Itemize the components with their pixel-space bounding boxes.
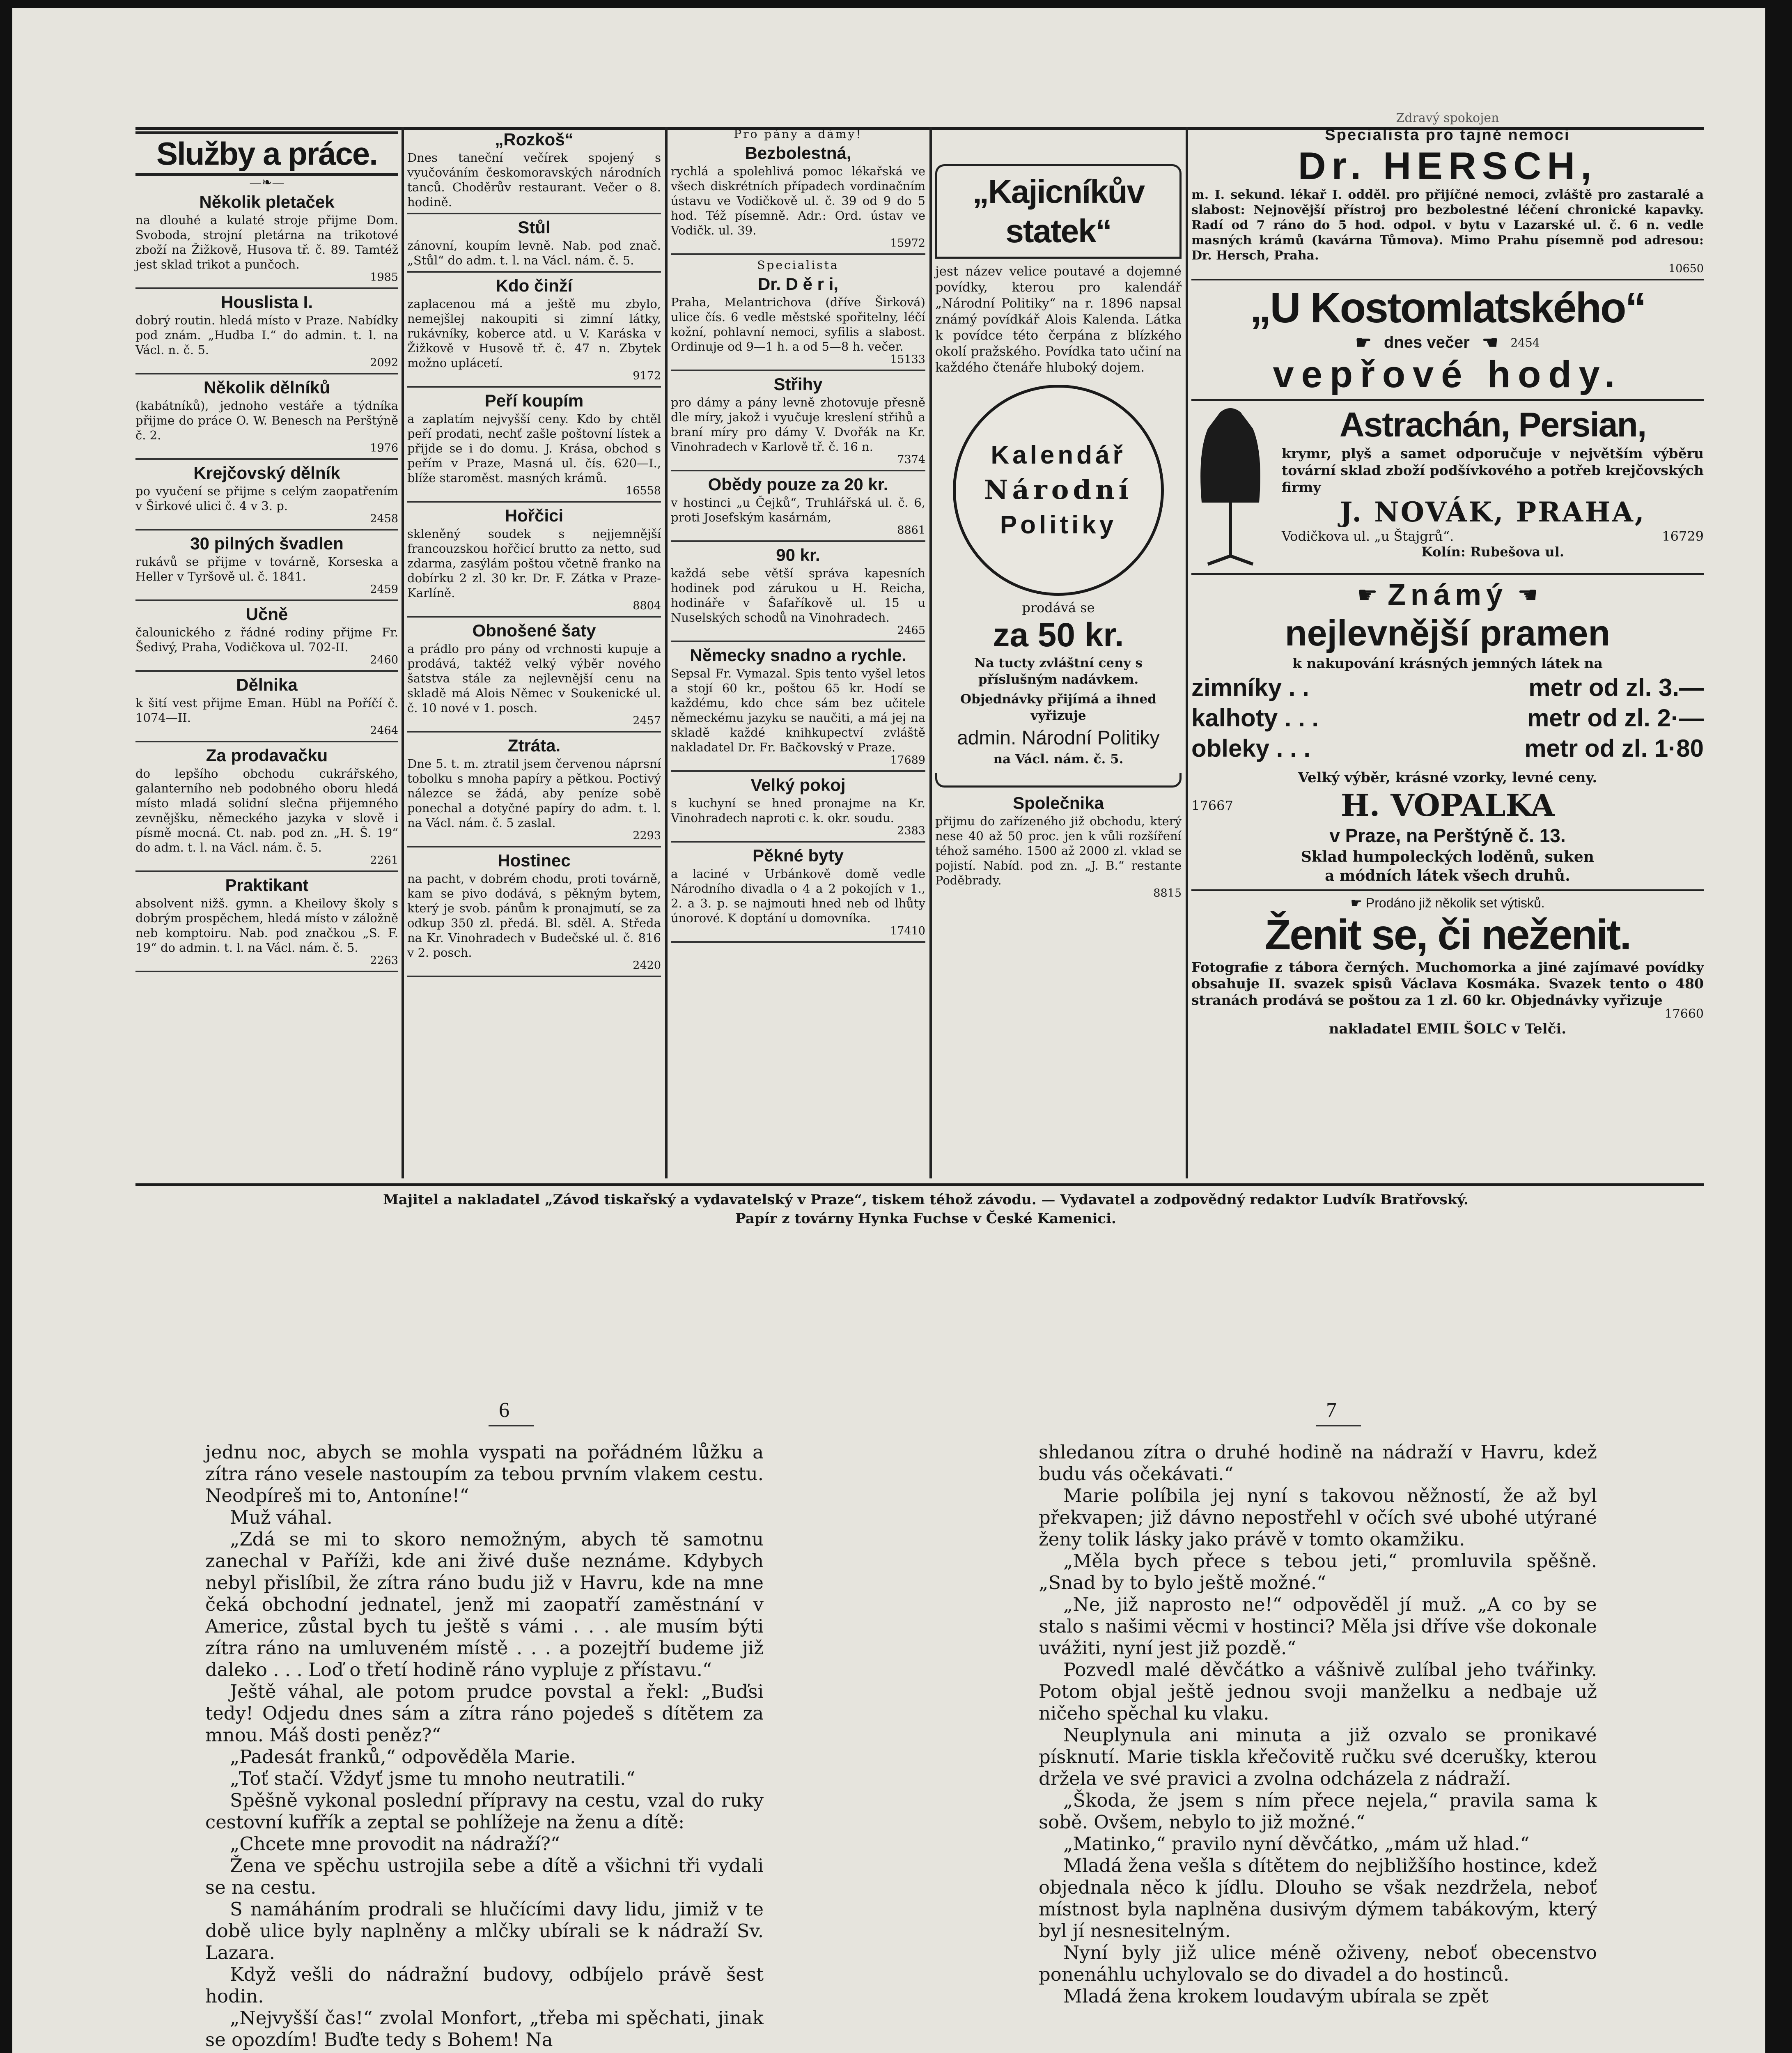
- story-paragraph: Ještě váhal, ale potom prudce povstal a řekl: „Buďsi tedy! Odjedu dnes sám a zítra ráno pojedeš s dítětem za mnou. Máš dosti peněz?“: [205, 1681, 764, 1746]
- ad-text: k šití vest přijme Eman. Hübl na Poříčí č. 1074—II.: [135, 696, 398, 725]
- ad-number: 2464: [370, 724, 398, 737]
- ad-separator: [407, 616, 661, 618]
- ad-number: 16558: [626, 485, 661, 497]
- specialist-line: Specialista pro tajné nemoci: [1325, 126, 1570, 144]
- ad-separator: [671, 941, 925, 943]
- pork-feast: vepřové hody.: [1273, 354, 1622, 395]
- marry-publisher: nakladatel EMIL ŠOLC v Telči.: [1329, 1021, 1567, 1037]
- novak-address: Vodičkova ul. „u Štajgrů“.: [1282, 528, 1454, 544]
- ad-heading: Praktikant: [225, 875, 309, 895]
- ad-text: Sepsal Fr. Vymazal. Spis tento vyšel letos a stojí 60 kr., poštou 65 kr. Hodí se každému, kdo chce sám bez učitele německému jazyku se naučiti, a má jej na skladě každé knihkupectví zvláště nakladatel Dr. Fr. Bačkovský v Praze.: [671, 666, 925, 754]
- ad-number: 15133: [890, 353, 925, 366]
- ad-text: Praha, Melantrichova (dříve Širková) ulice čís. 6 vedle městské spořitelny, léčí kožní, pohlavní nemoci, syfilis a slabost. Ordinuje od 9—1 h. a od 5—8 h. večer.: [671, 295, 925, 354]
- column-ads-3: [671, 127, 925, 1178]
- marry-title: Ženit se, či neženit.: [1264, 911, 1631, 959]
- ad-text: absolvent nižš. gymn. a Kheilovy školy s dobrým prospěchem, hledá místo v záložně neb komptoiru. Nab. pod značkou „S. F. 19“ do admin. t. l. na Václ. nám. č. 5.: [135, 896, 398, 955]
- ad-number: 9172: [633, 370, 661, 382]
- fabric-item: obleky . . .: [1191, 735, 1311, 762]
- ad-heading: Bezbolestná,: [745, 143, 851, 163]
- col3-ads: [671, 127, 925, 943]
- ad-heading: Střihy: [773, 374, 823, 394]
- hand-icon: ☛: [1355, 332, 1372, 353]
- ad-heading: Ztráta.: [507, 736, 561, 755]
- kostomlatsky-number: 2454: [1510, 336, 1540, 349]
- ad-text: pro dámy a pány levně zhotovuje přesně dle míry, jakož i vyučuje kreslení střihů a braní míry pro dámy V. Dvořák na Kr. Vinohradech v Karlově tř. č. 16 n.: [671, 395, 925, 454]
- ad-number: 2460: [370, 654, 398, 666]
- story-paragraph: Mladá žena krokem loudavým ubírala se zpět: [1063, 1985, 1489, 2007]
- hand-icon: ☚: [1517, 581, 1538, 609]
- divider: [1191, 573, 1704, 575]
- ad-number: 2261: [370, 854, 398, 867]
- newspaper-sheet: [12, 8, 1765, 2053]
- ad-number: 2293: [633, 829, 661, 842]
- page-number-7: 7: [1326, 1399, 1337, 1422]
- column-rule: [665, 127, 668, 1178]
- ad-separator: [407, 386, 661, 388]
- ad-text: skleněný soudek s nejjemnější francouzskou hořčicí brutto za netto, sud zdarma, zasýlám poštou včetně franko na dobírku 2 zl. 30 kr. Dr. F. Zátka v Praze-Karlíně.: [407, 527, 661, 600]
- novak-number: 16729: [1662, 528, 1704, 544]
- ad-heading: Několik pletaček: [199, 192, 335, 211]
- astrachan-title: Astrachán, Persian,: [1339, 405, 1646, 444]
- seal-mid-text: Národní: [984, 475, 1133, 505]
- ad-separator: [407, 213, 661, 214]
- vopalka-name: H. VOPALKA: [1340, 788, 1555, 823]
- ad-separator: [135, 529, 398, 530]
- doctor-number: 10650: [1668, 262, 1704, 275]
- story-paragraph: Když vešli do nádražní budovy, odbíjelo právě šest hodin.: [205, 1963, 764, 2007]
- col2-ads: [407, 130, 661, 977]
- story-page-7: [1039, 1441, 1597, 2007]
- ad-separator: [135, 287, 398, 289]
- vopalka-stock-2: a módních látek všech druhů.: [1325, 867, 1570, 884]
- price-row: [1191, 733, 1704, 764]
- column-rule: [402, 127, 404, 1178]
- calendar-admin: admin. Národní Politiky: [957, 727, 1160, 749]
- ad-heading: Hořčici: [505, 506, 564, 525]
- story-paragraph: Marie políbila jej nyní s takovou něžností, že až byl překvapen; již dávno nepostřehl v očích své ubohé utýrané ženy tolik lásky jako právě v tomto okamžiku.: [1039, 1485, 1597, 1550]
- ad-heading: Obnošené šaty: [472, 621, 596, 640]
- column-rule: [1186, 127, 1188, 1178]
- calendar-seal: [953, 385, 1164, 596]
- imprint-line-1: Majitel a nakladatel „Závod tiskařský a vydavatelský v Praze“, tiskem téhož závodu. — Vydavatel a zodpovědný redaktor Ludvík Bratřovský.: [383, 1192, 1468, 1208]
- fabric-item: kalhoty . . .: [1191, 704, 1319, 732]
- ad-number: 15972: [890, 237, 925, 250]
- marry-text: Fotografie z tábora černých. Muchomorka a jiné zajímavé povídky obsahuje II. svazek spisů Václava Kosmáka. Svazek tento o 480 stranách prodává se poštou za 1 zl. 60 kr. Objednávky vyřizuje: [1191, 959, 1704, 1008]
- doctor-name: Dr. HERSCH,: [1298, 144, 1597, 187]
- ad-text: do lepšího obchodu cukrářského, galanterního neb podobného oboru hledá místo mladá solidní slečna přijemného zevnějšku, německého jazyka v slově i písmě mocná. Ct. nab. pod zn. „H. Š. 19“ do adm. t. l. na Václ. nám. č. 5.: [135, 767, 398, 854]
- buying-line: k nakupování krásných jemných látek na: [1292, 655, 1603, 671]
- ad-separator: [407, 846, 661, 847]
- hand-icon: ☛: [1357, 581, 1378, 609]
- vopalka-row: [1191, 788, 1704, 824]
- ad-text: v hostinci „u Čejků“, Truhlářská ul. č. 6, proti Josefským kasárnám,: [671, 496, 925, 524]
- ad-text: Dnes taneční večírek spojený s vyučováním českomoravských národních tanců. Choděrův restaurant. Večer o 8. hodině.: [407, 151, 661, 209]
- price-row: [1191, 673, 1704, 703]
- column-display-ads: [1191, 111, 1704, 1178]
- story-paragraph: shledanou zítra o druhé hodině na nádraží v Havru, kdež budu vás očekávati.“: [1039, 1441, 1597, 1485]
- ad-heading: Velký pokoj: [750, 775, 846, 795]
- ad-heading: 30 pilných švadlen: [190, 534, 344, 553]
- fabric-price: metr od zl. 1·80: [1524, 735, 1704, 762]
- novak-address-row: [1282, 528, 1704, 544]
- story-paragraph: „Matinko,“ pravilo nyní děvčátko, „mám už hlad.“: [1063, 1833, 1530, 1855]
- ad-number: 8815: [1153, 887, 1182, 900]
- price-row: [1191, 703, 1704, 733]
- ad-separator: [671, 253, 925, 255]
- astrachan-ad: [1191, 404, 1704, 570]
- cheapest-source: nejlevnější pramen: [1285, 613, 1611, 653]
- ad-number: 8861: [897, 524, 925, 537]
- story-paragraph: „Ne, již naprosto ne!“ odpověděl jí muž. „A co by se stalo s našimi věcmi v hostinci? Měla jsi dříve vše dokonale uvážiti, nyní jest již pozdě.“: [1039, 1594, 1597, 1659]
- ad-separator: [135, 971, 398, 972]
- ad-heading: „Rozkoš“: [495, 130, 574, 149]
- ad-separator: [407, 731, 661, 733]
- sold-note-row: [1191, 895, 1704, 911]
- ad-separator: [135, 599, 398, 601]
- ad-number: 1976: [370, 442, 398, 455]
- divider: [1191, 399, 1704, 401]
- samples-line: Velký výběr, krásné vzorky, levné ceny.: [1298, 769, 1597, 786]
- price-list: [1191, 673, 1704, 764]
- ad-text: po vyučení se přijme s celým zaopatřením v Širkové ulici č. 4 v 3. p.: [135, 484, 398, 513]
- col1-ads: [135, 192, 398, 972]
- ad-text: přijmu do zařízeného již obchodu, který nese 40 až 50 proc. jen k vůli rozšíření téhož samého. 1500 až 2000 zl. vklad se pojistí. Nabíd. pod zn. „J. B.“ restante Poděbrady.: [935, 814, 1182, 887]
- column-rule: [929, 127, 932, 1178]
- page-rule: [489, 1425, 534, 1426]
- ad-text: zánovní, koupím levně. Nab. pod znač. „Stůl“ do adm. t. l. na Václ. nám. č. 5.: [407, 239, 661, 267]
- ad-heading: Společnika: [1013, 793, 1104, 813]
- ad-number: 17410: [890, 925, 925, 937]
- ad-heading: Dělnika: [236, 675, 298, 694]
- ad-text: dobrý routin. hledá místo v Praze. Nabídky pod znám. „Hudba I.“ do admin. t. l. na Václ. n. č. 5.: [135, 313, 398, 357]
- coat-illustration: [1191, 404, 1273, 570]
- ad-number: 2420: [633, 959, 661, 972]
- story-paragraph: Muž váhal.: [230, 1506, 333, 1528]
- ad-heading: Hostinec: [498, 851, 571, 870]
- vopalka-stock-1: Sklad humpoleckých loděnů, suken: [1301, 848, 1594, 866]
- calendar-box-bottom: [935, 773, 1182, 788]
- ad-number: 2465: [897, 624, 925, 637]
- ad-text: zaplacenou má a ještě mu zbylo, nemejšlej nakoupiti si zimní látky, rukávníky, koberce atd. u V. Karáska v Žižkově v Husově tř. č. 47 n. Zbytek možno uplácetí.: [407, 297, 661, 370]
- calendar-price: za 50 kr.: [993, 616, 1124, 654]
- kostomlatsky-title: „U Kostomlatského“: [1250, 284, 1645, 332]
- ad-number: 2383: [897, 824, 925, 837]
- ad-number: 2092: [370, 356, 398, 369]
- story-paragraph: Mladá žena vešla s dítětem do nejbližšího hostince, kdež objednala něco k jídlu. Dlouho se však nezdržela, neboť místnost byla naplněna dusivým dýmem tabákovým, který byl jí nesnesitelným.: [1039, 1855, 1597, 1942]
- ad-separator: [671, 641, 925, 642]
- ad-text: rychlá a spolehlivá pomoc lékařská ve všech diskrétních případech vordinačním ústavu ve Vodičkově ul. č. 39 od 9 do 5 hod. Též písemně. Adr.: Ord. ústav ve Vodičk. ul. 39.: [671, 164, 925, 237]
- ad-text: (kabátníků), jednoho vestáře a týdníka přijme do práce O. W. Benesch na Perštýně č. 2.: [135, 399, 398, 442]
- ad-separator: [671, 370, 925, 371]
- ad-separator: [135, 373, 398, 374]
- evening-text: dnes večer: [1384, 333, 1470, 351]
- story-paragraph: „Měla bych přece s tebou jeti,“ promluvila spěšně. „Snad by to bylo ještě možné.“: [1039, 1550, 1597, 1594]
- story-paragraph: „Chcete mne provodit na nádraží?“: [230, 1833, 560, 1855]
- kostomlatsky-evening: [1191, 332, 1704, 353]
- story-paragraph: „Padesát franků,“ odpověděla Marie.: [230, 1746, 576, 1768]
- story-paragraph: Neuplynula ani minuta a již ozvalo se pronikavé písknutí. Marie tiskla křečovitě ručku své dcerušky, kterou držela ve své pravici a zvolna odcházela z nádraží.: [1039, 1724, 1597, 1789]
- novak-branch: Kolín: Rubešova ul.: [1421, 544, 1564, 560]
- story-paragraph: jednu noc, abych se mohla vyspati na pořádném lůžku a zítra ráno vesele nastoupím za tebou prvním vlakem cestu. Neodpíreš mi to, Antoníne!“: [205, 1441, 764, 1506]
- ad-number: 7374: [897, 453, 925, 466]
- ad-separator: [135, 458, 398, 460]
- vopalka-address: v Praze, na Perštýně č. 13.: [1329, 825, 1566, 846]
- story-page-6: [205, 1441, 764, 2051]
- ad-text: rukávů se přijme v továrně, Korseska a Heller v Tyršově ul. č. 1841.: [135, 555, 398, 583]
- fabric-item: zimníky . .: [1191, 674, 1309, 701]
- ad-heading: Stůl: [518, 218, 551, 237]
- calendar-orders: Objednávky přijímá a ihned vyřizuje: [960, 692, 1156, 723]
- ad-separator: [671, 770, 925, 772]
- ad-text: s kuchyní se hned pronajme na Kr. Vinohradech naproti c. k. okr. soudu.: [671, 796, 925, 825]
- ad-text: a laciné v Urbánkově domě vedle Národního divadla o 4 a 2 pokojích v 1., 2. a 3. p. se najmouti hned neb od lhůty únorové. K doptání u domovníka.: [671, 867, 925, 925]
- bottom-rule: [135, 1183, 1704, 1186]
- ad-heading: Německy snadno a rychle.: [690, 645, 906, 665]
- imprint-line-2: Papír z továrny Hynka Fuchse v České Kamenici.: [735, 1210, 1116, 1227]
- ad-text: čalounického z řádné rodiny přijme Fr. Šedivý, Praha, Vodičkova ul. 702-II.: [135, 625, 398, 654]
- sold-note: Prodáno již několik set výtisků.: [1365, 896, 1545, 910]
- ad-heading: Za prodavačku: [206, 746, 328, 765]
- known-text: Známý: [1387, 579, 1508, 611]
- divider: [1191, 889, 1704, 891]
- story-paragraph: „Nejvyšší čas!“ zvolal Monfort, „třeba mi spěchati, jinak se opozdím! Buďte tedy s Bohem! Na: [205, 2007, 764, 2051]
- calendar-sold: prodává se: [1022, 600, 1095, 615]
- column-services: [135, 127, 398, 1178]
- ad-separator: [671, 540, 925, 542]
- ad-text: na pacht, v dobrém chodu, proti továrně, kam se pivo dodává, s pěkným bytem, který je svob. pánům k pronajmutí, se za odkup 350 zl. předá. Bl. sděl. A. Středa na Kr. Vinohradech v Budečské ul. č. 816 v 2. posch.: [407, 872, 661, 960]
- story-paragraph: „Škoda, že jsem s ním přece nejela,“ pravila sama k sobě. Ovšem, nebylo to již možné.“: [1039, 1789, 1597, 1833]
- ad-heading: Peří koupím: [484, 391, 584, 410]
- section-title: Služby a práce.: [135, 131, 398, 176]
- seal-bottom-text: Politiky: [1000, 511, 1117, 539]
- ad-number: 17689: [890, 754, 925, 767]
- ad-heading: Krejčovský dělník: [193, 463, 340, 482]
- ad-number: 2263: [370, 954, 398, 967]
- ad-heading: Houslista I.: [220, 292, 313, 312]
- fabric-price: metr od zl. 2·—: [1527, 704, 1704, 732]
- ad-separator: [135, 870, 398, 872]
- hand-icon: ☛: [1350, 896, 1366, 910]
- ad-text: a prádlo pro pány od vrchnosti kupuje a prodává, taktéž velký výběr nového šatstva stále za nejlevnější cenu na skladě má Alois Němec v Soukenické ul. č. 10 nové v 1. posch.: [407, 642, 661, 715]
- ad-separator: [135, 741, 398, 742]
- ad-heading: Dr. D ě r i,: [757, 274, 839, 294]
- story-paragraph: „Zdá se mi to skoro nemožným, abych tě samotnu zanechal v Paříži, kde ani živé duše neznáme. Kdybych nebyl přislíbil, že zítra ráno budu již v Havru, kde na mne čeká obchodní jednatel, jenž mi zaopatří zaměstnání v Americe, zůstal bych tu ještě s vámi . . . ale musím býti zítra ráno na umluveném místě . . . a pozejtří budeme již daleko . . . Loď o třetí hodině ráno vypluje z přístavu.“: [205, 1528, 764, 1681]
- calendar-admin-address: na Václ. nám. č. 5.: [993, 752, 1124, 767]
- story-paragraph: „Toť stačí. Vždyť jsme tu mnoho neutratili.“: [230, 1768, 636, 1789]
- ad-separator: [407, 271, 661, 273]
- story-paragraph: S namáháním prodrali se hlučícími davy lidu, jimiž v te době ulice byly naplněny a mlčky ubírali se k nádraží Sv. Lazara.: [205, 1898, 764, 1963]
- novak-name: J. NOVÁK, PRAHA,: [1340, 496, 1646, 528]
- astrachan-body: [1282, 404, 1704, 570]
- vopalka-number: 17667: [1191, 798, 1233, 813]
- column-calendar: [935, 144, 1182, 1195]
- ad-separator: [135, 670, 398, 672]
- page-rule: [1316, 1425, 1361, 1426]
- ad-text: každá sebe větší správa kapesních hodinek pod zárukou u H. Reicha, hodináře v Šafaříkově ul. 15 u Nuselských schodů na Vinohradech.: [671, 566, 925, 625]
- ornament: —❧—: [249, 175, 285, 190]
- ad-text: a zaplatím nejvyšší ceny. Kdo by chtěl peří prodati, nechť zašle poštovní lístek a přijde se i do domu. J. Krása, obchod s peřím v Praze, Masná ul. čís. 620—I., blíže staroměst. masných krámů.: [407, 412, 661, 485]
- column-ads-2: [407, 127, 661, 1178]
- calendar-story-title: „Kajicníkův statek“: [972, 173, 1145, 249]
- ad-heading: Několik dělníků: [203, 378, 330, 397]
- ad-number: 2459: [370, 583, 398, 596]
- ad-separator: [407, 501, 661, 503]
- story-paragraph: Pozvedl malé děvčátko a vášnivě zulíbal jeho tvářinky. Potom objal ještě jednou svoji manželku a nedbaje už ničeho spěchal ku vlaku.: [1039, 1659, 1597, 1724]
- ad-separator: [407, 976, 661, 977]
- fabric-price: metr od zl. 3.—: [1528, 674, 1704, 701]
- ad-heading: 90 kr.: [776, 545, 820, 565]
- known-row: [1191, 578, 1704, 612]
- ad-number: 2457: [633, 714, 661, 727]
- calendar-bulk: Na tucty zvláštní ceny s příslušným nadávkem.: [974, 656, 1143, 687]
- doctor-text: m. I. sekund. lékař I. odděl. pro přijíčné nemoci, zvláště pro zastaralé a slabost: Nejnovější přístroj pro bezbolestné léčení chronické kapavky. Radí od 7 ráno do 5 hod. odpol. v bytu v Lazarské ul. č. 6 n. vedle masných krámů (kavárna Tůmova). Mimo Prahu písemně pod adresou: Dr. Hersch, Praha.: [1191, 188, 1704, 263]
- ad-text: Dne 5. t. m. ztratil jsem červenou náprsní tobolku s mnoha papíry a pětkou. Poctivý nálezce se žádá, aby peníze sobě ponechal a dotyčné papíry do adm. t. l. na Václ. nám. č. 5 zaslal.: [407, 757, 661, 830]
- hand-icon: ☚: [1482, 332, 1498, 353]
- ad-heading: Pěkné byty: [753, 846, 844, 865]
- ad-separator: [671, 470, 925, 471]
- marry-number: 17660: [1664, 1007, 1704, 1021]
- ad-heading: Učně: [246, 604, 288, 624]
- divider: [1191, 279, 1704, 280]
- calendar-story-text: jest název velice poutavé a dojemné povídky, kterou pro kalendář „Národní Politiky“ na r. 1896 napsal známý povídkář Alois Kalenda. Látka k povídce této čerpána z blízkého okolí pražského. Povídka tato učiní na každého čtenáře hluboký dojem.: [935, 264, 1182, 375]
- ad-kicker: Specialista: [757, 258, 839, 272]
- ad-number: 1985: [370, 271, 398, 284]
- faded-top-text: Zdravý spokojen: [1396, 111, 1499, 125]
- ad-heading: Kdo činží: [496, 276, 573, 295]
- astrachan-text: krymr, plyš a samet odporučuje v největším výběru tovární sklad zboží podšívkového a potřeb krejčovských firmy: [1282, 446, 1704, 495]
- seal-top-text: Kalendář: [991, 441, 1126, 469]
- story-paragraph: Žena ve spěchu ustrojila sebe a dítě a všichni tři vydali se na cestu.: [205, 1855, 764, 1898]
- story-paragraph: Spěšně vykonal poslední přípravy na cestu, vzal do ruky cestovní kufřík a zeptal se pohlížeje na ženu a dítě:: [205, 1789, 764, 1833]
- page-number-6: 6: [499, 1399, 509, 1422]
- calendar-title-box: [935, 164, 1182, 259]
- ad-number: 2458: [370, 512, 398, 525]
- ad-heading: Obědy pouze za 20 kr.: [708, 475, 888, 494]
- ad-separator: [671, 841, 925, 843]
- ad-kicker: Pro pány a dámy!: [734, 127, 863, 141]
- story-paragraph: Nyní byly již ulice méně oživeny, neboť obecenstvo ponenáhlu uchylovalo se do divadel a do hostinců.: [1039, 1942, 1597, 1985]
- ad-number: 8804: [633, 599, 661, 612]
- ad-text: na dlouhé a kulaté stroje přijme Dom. Svoboda, strojní pletárna na trikotové zboží na Žižkově, Husova tř. č. 89. Tamtéž jest sklad trikot a punčoch.: [135, 213, 398, 271]
